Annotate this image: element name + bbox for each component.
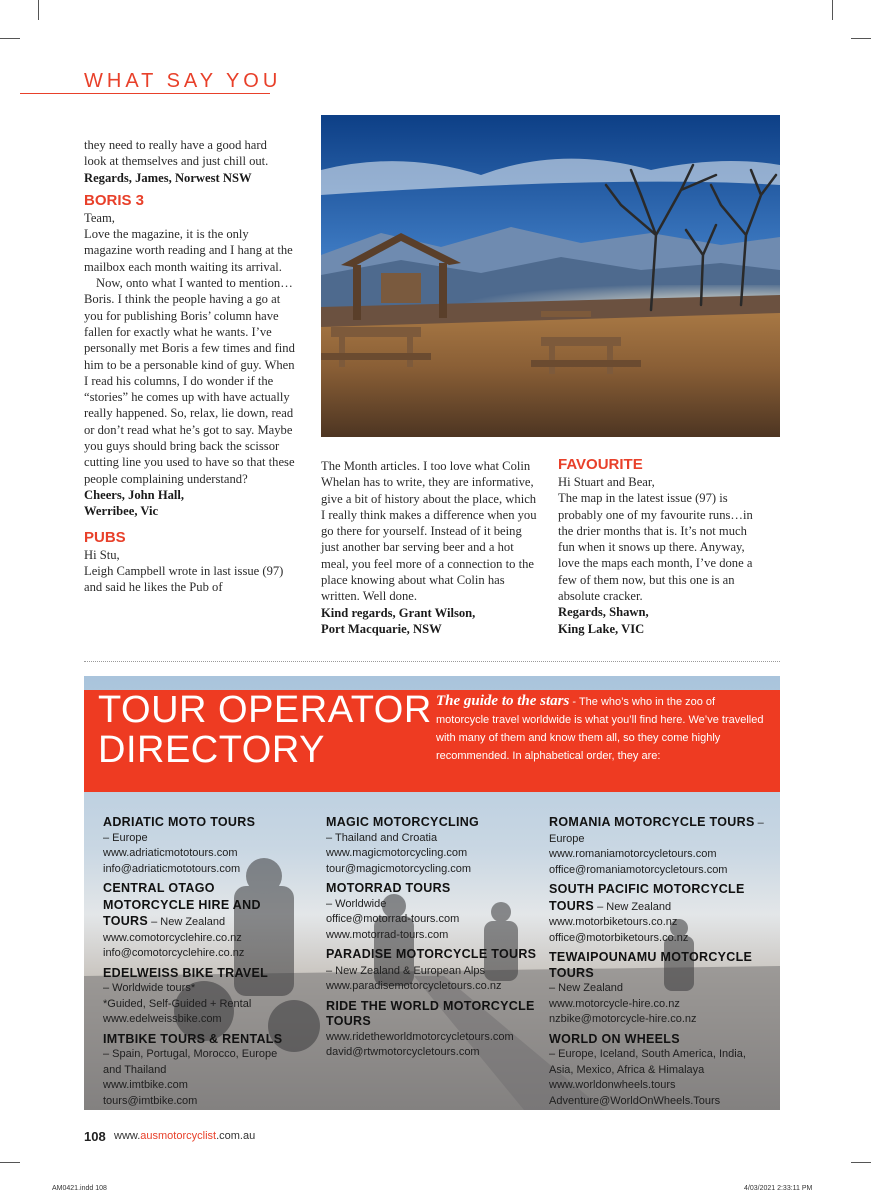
operator-region: – Europe, Iceland, South America, India, Asia, Mexico, Africa & Himalaya [549,1048,746,1076]
directory-tagline: The guide to the stars [436,693,570,709]
letter-greeting: Hi Stu, [84,547,120,562]
crop-mark [38,0,39,20]
letters-column-2 [321,458,543,637]
website-brand: ausmotorcyclist [140,1130,217,1142]
operator-region: – Worldwide [326,897,387,910]
operator-contact[interactable]: www.adriaticmototours.com [103,847,238,859]
letters-column-1 [84,137,296,595]
crop-mark [851,38,871,39]
directory-entry [549,815,771,878]
operator-contact[interactable]: www.imtbike.com [103,1079,188,1091]
operator-region: – Thailand and Croatia [326,831,438,844]
operator-name: RIDE THE WORLD MOTORCYCLE TOURS [326,998,535,1028]
operator-region: – Spain, Portugal, Morocco, Europe and Thailand [103,1048,278,1076]
operator-contact[interactable]: www.edelweissbike.com [103,1013,222,1025]
operator-contact[interactable]: www.motorrad-tours.com [326,928,449,941]
letter-paragraph: Leigh Campbell wrote in last issue (97) and said he likes the Pub of [84,563,284,595]
letter-heading-pubs: PUBS [84,528,126,546]
letter-signature: Cheers, John Hall, [84,487,185,502]
letter-continued-line: look at themselves and just chill out. [84,154,269,169]
operator-contact[interactable]: www.romaniamotorcycletours.com [549,848,717,860]
operator-name: SOUTH PACIFIC MOTORCYCLE TOURS [549,882,745,913]
letter-heading-boris: BORIS 3 [84,191,145,209]
operator-region: – Worldwide tours* [103,982,196,994]
tour-operator-directory [84,676,780,1110]
letter-signature: Regards, James, Norwest NSW [84,170,252,185]
letter-signature: Port Macquarie, NSW [321,621,442,636]
directory-entry [103,815,298,877]
print-slug-file: AM0421.indd 108 [52,1185,107,1192]
letter-greeting: Team, [84,210,115,225]
directory-entry [549,882,771,946]
lookout-photo-image [321,115,780,437]
operator-contact[interactable]: www.motorbiketours.co.nz [549,916,678,928]
directory-entry [103,881,298,962]
directory-column-1 [103,815,298,1110]
operator-region: – New Zealand [549,982,623,994]
operator-contact[interactable]: office@motorbiketours.co.nz [549,931,689,944]
operator-region: – New Zealand [151,916,226,928]
operator-name: PARADISE MOTORCYCLE TOURS [326,947,537,961]
directory-entry [549,1032,771,1110]
operator-region: – Europe [549,817,764,845]
letter-signature: Werribee, Vic [84,504,159,519]
operator-contact[interactable]: office@motorrad-tours.com [326,913,460,925]
operator-name: CENTRAL OTAGO MOTORCYCLE HIRE AND TOURS [103,881,261,928]
operator-contact[interactable]: david@rtwmotorcycletours.com [326,1046,480,1058]
operator-contact[interactable]: www.paradisemotorcycletours.co.nz [326,980,502,992]
letter-paragraph: Love the magazine, it is the only magazine worth reading and I hang at the mailbox each month waiting its arrival. [84,227,293,274]
operator-region: – Europe [103,831,148,844]
letter-greeting: Hi Stuart and Bear, [558,475,655,489]
operator-name: MOTORRAD TOURS [326,881,451,895]
directory-intro [436,692,766,765]
operator-name: TEWAIPOUNAMU MOTORCYCLE TOURS [549,950,753,980]
letter-signature: King Lake, VIC [558,621,645,636]
operator-name: EDELWEISS BIKE TRAVEL [103,965,269,980]
operator-note: *Guided, Self-Guided + Rental [103,997,252,1010]
operator-contact[interactable]: www.worldonwheels.tours [549,1079,676,1091]
print-slug-timestamp: 4/03/2021 2:33:11 PM [744,1185,813,1192]
directory-entry [326,881,541,943]
operator-contact[interactable]: tours@imtbike.com [103,1094,198,1107]
directory-entry [103,1032,298,1110]
operator-name: WORLD ON WHEELS [549,1031,680,1046]
directory-column-3 [549,815,771,1110]
operator-contact[interactable]: nzbike@motorcycle-hire.co.nz [549,1013,697,1025]
directory-column-2 [326,815,541,1065]
page-number: 108 [84,1129,106,1144]
letter-paragraph: The Month articles. I too love what Colin Whelan has to write, they are informative, give a bit of history about the place, which I really think makes a difference when you go there for yourself. Instead of it being just another bar serving beer and a hot meal, you feel more of a connection to the place knowing about what Colin has written. Well done. [321,459,537,604]
directory-title-line: TOUR OPERATOR [98,689,432,731]
letter-signature: Kind regards, Grant Wilson, [321,605,476,620]
directory-title-line: DIRECTORY [98,729,325,771]
directory-intro-dash: - [569,696,579,708]
operator-name: ADRIATIC MOTO TOURS [103,815,256,829]
operator-name: MAGIC MOTORCYCLING [326,815,480,829]
operator-contact[interactable]: www.magicmotorcycling.com [326,847,468,859]
operator-region: – New Zealand & European Alps [326,964,485,977]
crop-mark [832,0,833,20]
letter-signature: Regards, Shawn, [558,605,649,620]
crop-mark [0,1162,20,1163]
directory-title [98,690,432,770]
directory-entry [549,950,771,1028]
website-link[interactable] [114,1130,255,1142]
directory-entry [326,815,541,877]
crop-mark [0,38,20,39]
letter-paragraph: Now, onto what I wanted to mention…Boris. I think the people having a go at you for publishing Boris’ column have fallen for exactly what he wants. I’ve personally met Boris a few times and find him to be a personable kind of guy. When I read his columns, I do wonder if the “stories” he comes up with have actually really happened. So, relax, lie down, read or don’t read what he’s got to say. Maybe you guys should bring back the scissor cutting line you used to have so that these people complaining understand? [84,276,295,486]
operator-name: IMTBIKE TOURS & RENTALS [103,1031,283,1046]
lookout-photo [321,115,780,437]
letter-heading-favourite: FAVOURITE [558,456,643,473]
letters-column-3 [558,456,754,637]
directory-intro-text: The who’s who in the zoo of motorcycle travel worldwide is what you’ll find here. We’ve travelled with many of them and know them all, so they come highly recommended. In alphabetical order, they are: [436,696,764,762]
section-title: WHAT SAY YOU [84,70,282,92]
operator-contact[interactable]: info@comotorcyclehire.co.nz [103,947,245,959]
crop-mark [851,1162,871,1163]
operator-contact[interactable]: www.ridetheworldmotorcycletours.com [326,1030,514,1043]
operator-contact[interactable]: office@romaniamotorcycletours.com [549,863,728,876]
letter-continued-line: they need to really have a good hard [84,138,267,152]
directory-entry [326,999,541,1061]
operator-contact[interactable]: www.comotorcyclehire.co.nz [103,931,242,944]
operator-contact[interactable]: www.motorcycle-hire.co.nz [549,997,680,1010]
directory-entry [326,947,541,995]
operator-region: – New Zealand [597,900,672,913]
website-suffix: .com.au [216,1130,256,1142]
operator-contact[interactable]: Adventure@WorldOnWheels.Tours [549,1094,721,1107]
section-rule [20,93,270,94]
website-prefix: www. [114,1130,141,1142]
letter-paragraph: The map in the latest issue (97) is probably one of my favourite runs…in the drier months that is. It’s not much fun when it snows up there. Anyway, love the maps each month, I’ve done a few of them now, but this one is an absolute cracker. [558,491,753,604]
operator-contact[interactable]: info@adriaticmototours.com [103,862,241,875]
section-divider [84,661,780,662]
operator-contact[interactable]: tour@magicmotorcycling.com [326,862,472,875]
operator-name: ROMANIA MOTORCYCLE TOURS [549,815,755,829]
directory-entry [103,966,298,1028]
